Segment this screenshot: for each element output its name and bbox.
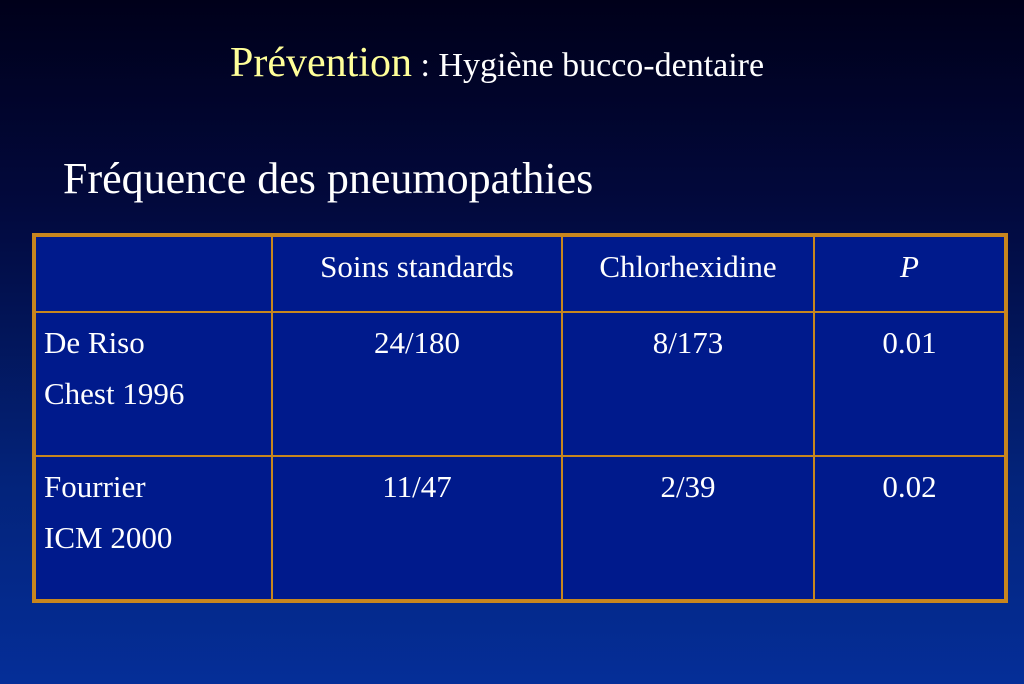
chlorhexidine-cell: 8/173 (562, 312, 814, 456)
study-journal: Chest 1996 (44, 376, 185, 412)
p-value-cell: 0.01 (814, 312, 1006, 456)
pneumonia-frequency-table (32, 233, 1008, 603)
table-row (34, 456, 1006, 601)
slide-title (230, 42, 764, 84)
header-cell-chlorhexidine: Chlorhexidine (562, 235, 814, 312)
slide-title-rest: : Hygiène bucco-dentaire (411, 47, 765, 84)
standard-care-cell: 11/47 (272, 456, 562, 601)
study-journal: ICM 2000 (44, 519, 173, 555)
p-value-cell: 0.02 (814, 456, 1006, 601)
study-author: De Riso (44, 325, 145, 361)
table-header-row (34, 235, 1006, 312)
standard-care-cell: 24/180 (272, 312, 562, 456)
header-cell-standard: Soins standards (272, 235, 562, 312)
header-cell-empty (34, 235, 272, 312)
header-cell-p: P (814, 235, 1006, 312)
table-row (34, 312, 1006, 456)
slide-subtitle: Fréquence des pneumopathies (63, 154, 594, 203)
chlorhexidine-cell: 2/39 (562, 456, 814, 601)
study-cell (34, 312, 272, 456)
study-cell (34, 456, 272, 601)
study-author: Fourrier (44, 468, 146, 504)
slide-title-accent: Prévention (230, 40, 412, 86)
